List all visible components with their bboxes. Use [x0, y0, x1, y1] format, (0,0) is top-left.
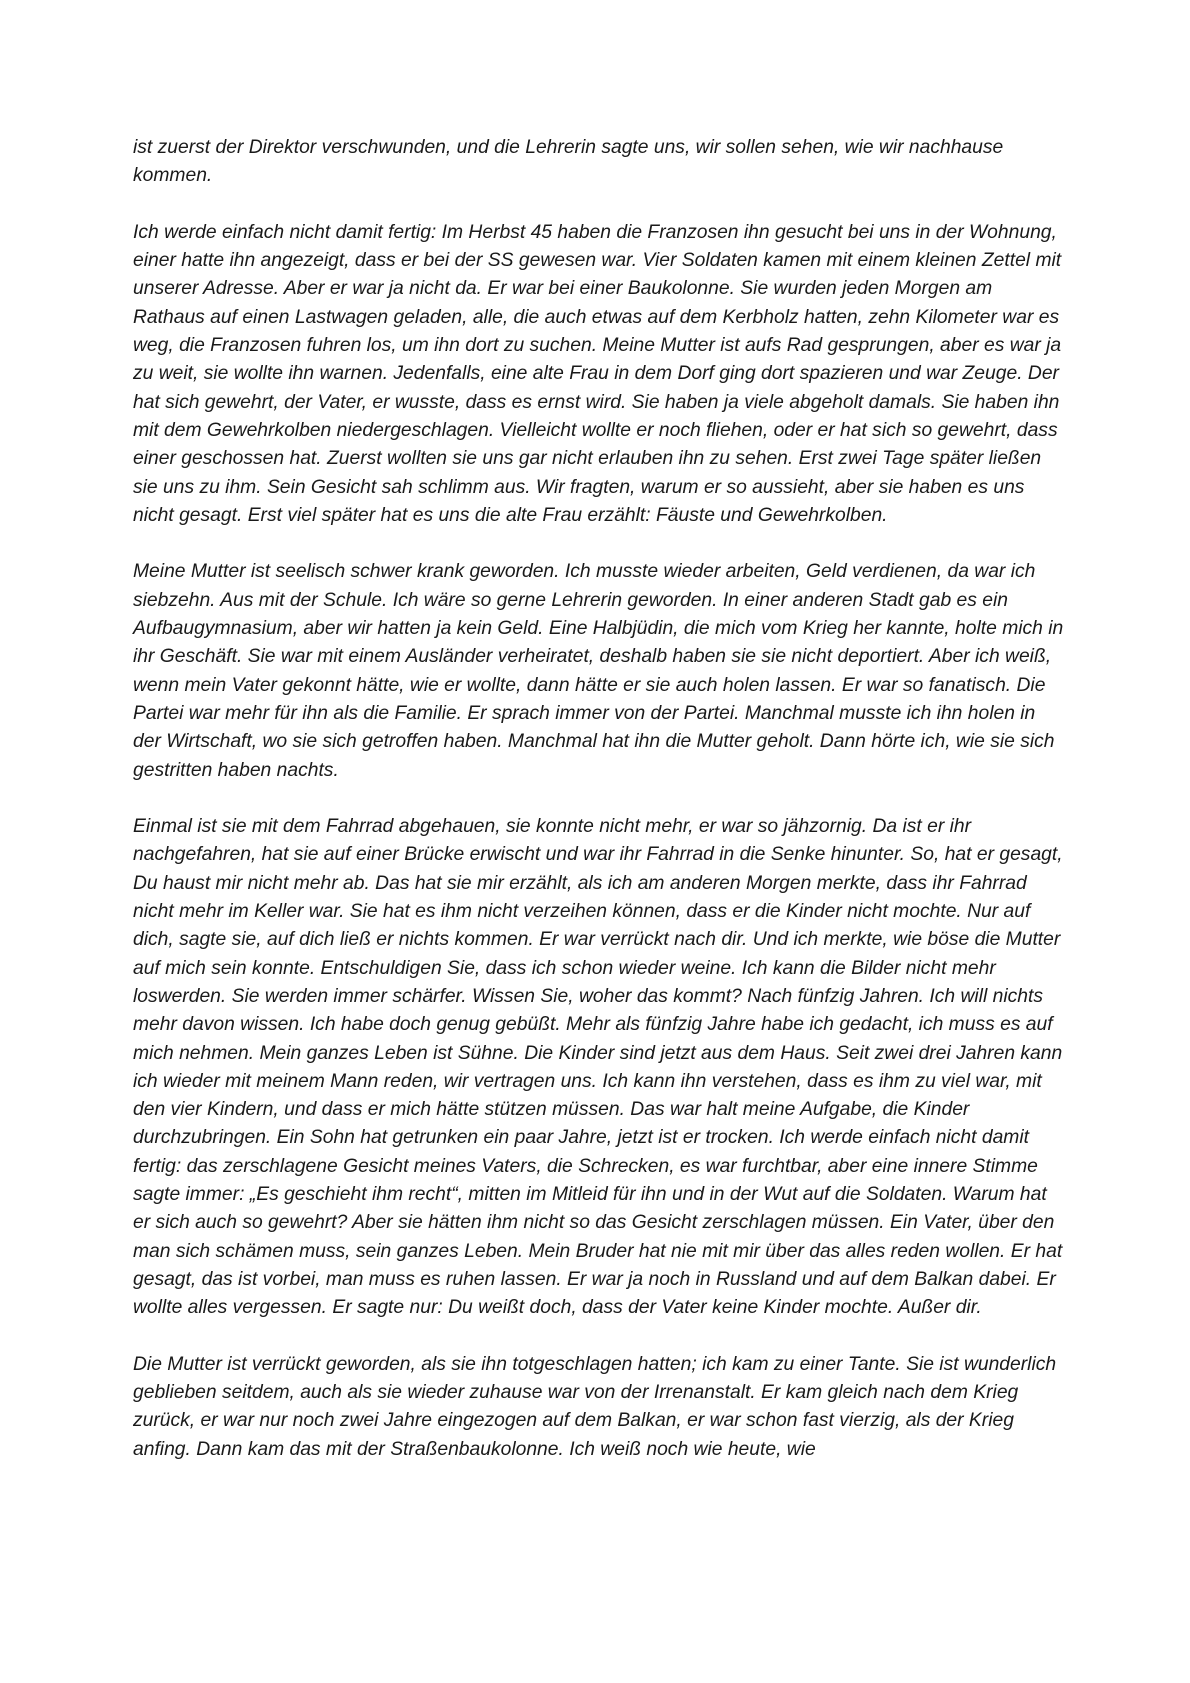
- paragraph-3: Meine Mutter ist seelisch schwer krank geworden. Ich musste wieder arbeiten, Geld verdienen, da war ich siebzehn. Aus mit der Schule. Ich wäre so gerne Lehrerin geworden. In einer anderen Stadt gab es ein Aufbaugymnasium, aber wir hatten ja kein Geld. Eine Halbjüdin, die mich vom Krieg her kannte, holte mich in ihr Geschäft. Sie war mit einem Ausländer verheiratet, deshalb haben sie sie nicht deportiert. Aber ich weiß, wenn mein Vater gekonnt hätte, wie er wollte, dann hätte er sie auch holen lassen. Er war so fanatisch. Die Partei war mehr für ihn als die Familie. Er sprach immer von der Partei. Manchmal musste ich ihn holen in der Wirtschaft, wo sie sich getroffen haben. Manchmal hat ihn die Mutter geholt. Dann hörte ich, wie sie sich gestritten haben nachts.: [133, 561, 1064, 781]
- paragraph-4: Einmal ist sie mit dem Fahrrad abgehauen, sie konnte nicht mehr, er war so jähzornig. Da ist er ihr nachgefahren, hat sie auf einer Brücke erwischt und war ihr Fahrrad in die Senke hinunter. So, hat er gesagt, Du haust mir nicht mehr ab. Das hat sie mir erzählt, als ich am anderen Morgen merkte, dass ihr Fahrrad nicht mehr im Keller war. Sie hat es ihm nicht verzeihen können, dass er die Kinder nicht mochte. Nur auf dich, sagte sie, auf dich ließ er nichts kommen. Er war verrückt nach dir. Und ich merkte, wie böse die Mutter auf mich sein konnte. Entschuldigen Sie, dass ich schon wieder weine. Ich kann die Bilder nicht mehr loswerden. Sie werden immer schärfer. Wissen Sie, woher das kommt? Nach fünfzig Jahren. Ich will nichts mehr davon wissen. Ich habe doch genug gebüßt. Mehr als fünfzig Jahre habe ich gedacht, ich muss es auf mich nehmen. Mein ganzes Leben ist Sühne. Die Kinder sind jetzt aus dem Haus. Seit zwei drei Jahren kann ich wieder mit meinem Mann reden, wir vertragen uns. Ich kann ihn verstehen, dass es ihm zu viel war, mit den vier Kindern, und dass er mich hätte stützen müssen. Das war halt meine Aufgabe, die Kinder durchzubringen. Ein Sohn hat getrunken ein paar Jahre, jetzt ist er trocken. Ich werde einfach nicht damit fertig: das zerschlagene Gesicht meines Vaters, die Schrecken, es war furchtbar, aber eine innere Stimme sagte immer: „Es geschieht ihm recht“, mitten im Mitleid für ihn und in der Wut auf die Soldaten. Warum hat er sich auch so gewehrt? Aber sie hätten ihm nicht so das Gesicht zerschlagen müssen. Ein Vater, über den man sich schämen muss, sein ganzes Leben. Mein Bruder hat nie mit mir über das alles reden wollen. Er hat gesagt, das ist vorbei, man muss es ruhen lassen. Er war ja noch in Russland und auf dem Balkan dabei. Er wollte alles vergessen. Er sagte nur: Du weißt doch, dass der Vater keine Kinder mochte. Außer dir.: [133, 816, 1063, 1319]
- paragraph-2: Ich werde einfach nicht damit fertig: Im Herbst 45 haben die Franzosen ihn gesucht bei uns in der Wohnung, einer hatte ihn angezeigt, dass er bei der SS gewesen war. Vier Soldaten kamen mit einem kleinen Zettel mit unserer Adresse. Aber er war ja nicht da. Er war bei einer Baukolonne. Sie wurden jeden Morgen am Rathaus auf einen Lastwagen geladen, alle, die auch etwas auf dem Kerbholz hatten, zehn Kilometer war es weg, die Franzosen fuhren los, um ihn dort zu suchen. Meine Mutter ist aufs Rad gesprungen, aber es war ja zu weit, sie wollte ihn warnen. Jedenfalls, eine alte Frau in dem Dorf ging dort spazieren und war Zeuge. Der hat sich gewehrt, der Vater, er wusste, dass es ernst wird. Sie haben ja viele abgeholt damals. Sie haben ihn mit dem Gewehrkolben niedergeschlagen. Vielleicht wollte er noch fliehen, oder er hat sich so gewehrt, dass einer geschossen hat. Zuerst wollten sie uns gar nicht erlauben ihn zu sehen. Erst zwei Tage später ließen sie uns zu ihm. Sein Gesicht sah schlimm aus. Wir fragten, warum er so aussieht, aber sie haben es uns nicht gesagt. Erst viel später hat es uns die alte Frau erzählt: Fäuste und Gewehrkolben.: [133, 221, 1062, 526]
- paragraph-1: ist zuerst der Direktor verschwunden, und die Lehrerin sagte uns, wir sollen sehen, wie wir nachhause kommen.: [133, 137, 1004, 187]
- text-block: [133, 134, 1065, 1464]
- paragraph-5: Die Mutter ist verrückt geworden, als sie ihn totgeschlagen hatten; ich kam zu einer Tante. Sie ist wunderlich geblieben seitdem, auch als sie wieder zuhause war von der Irrenanstalt. Er kam gleich nach dem Krieg zurück, er war nur noch zwei Jahre eingezogen auf dem Balkan, er war schon fast vierzig, als der Krieg anfing. Dann kam das mit der Straßenbaukolonne. Ich weiß noch wie heute, wie: [133, 1353, 1057, 1460]
